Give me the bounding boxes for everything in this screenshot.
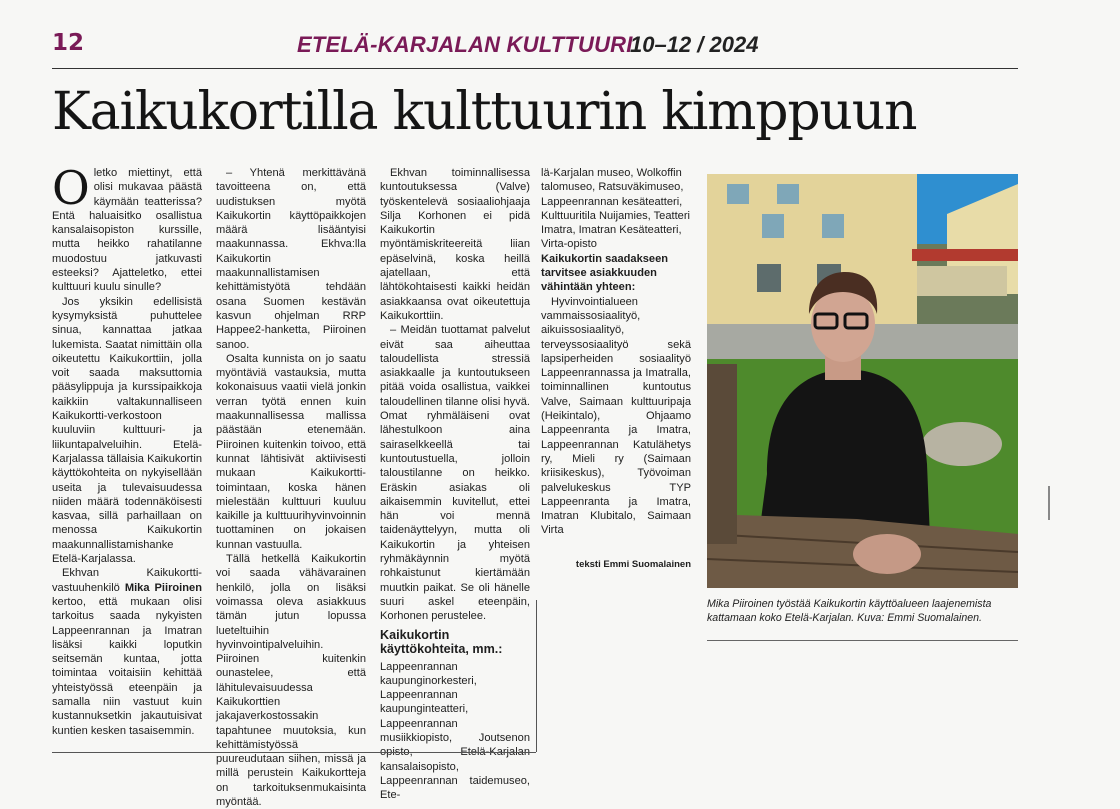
photo-illustration (707, 174, 1018, 588)
window (762, 214, 784, 238)
issue-date: 10–12 / 2024 (630, 32, 759, 57)
chair (707, 364, 737, 544)
person-name: Mika Piiroinen (124, 581, 202, 594)
window (727, 184, 749, 204)
window (757, 264, 781, 292)
paragraph: – Yhtenä merkittävänä tavoitteena on, että uudistuksen myötä Kaikukortin käyttöpaikkojen määrä lisääntyisi maakunnassa. Ekhva:lla Kaikukortin maakunnallistamisen kehittämistyötä tehdään osana Suomen kestävän kasvun ohjelman RRP Happee2-hanketta, Piiroinen sanoo. (216, 167, 366, 351)
publication-title: ETELÄ-KARJALAN KULTTUURI (297, 32, 633, 57)
column-2 (216, 166, 366, 809)
venues-subheading: Kaikukortin käyttökohteita, mm.: (380, 627, 503, 656)
paragraph: Jos yksikin edellisistä kysymyksistä puhuttelee sinua, kannattaa jatkaa lukemista. Saatat nimittäin olla oikeutettu Kaikukorttiin, jolla voit saada maksuttomia pääsylippuja ja kurssipaikkoja kaikkiin valtakunnalliseen Kaikukortti-verkostoon kuuluviin kulttuuri- ja liikuntapalveluihin. Etelä-Karjalassa tällaisia Kaikukortin käyttökohteita on nykyisellään useita ja tulevaisuudessa niiden määrä todennäköisesti kasvaa, sillä parhaillaan on menossa Kaikukortin maakunnallistamishanke Etelä-Karjalassa. (52, 295, 202, 566)
venues-list: Lappeenrannan kaupunginorkesteri, Lappeenrannan kaupunginteatteri, Lappeenrannan musiikkiopisto, Joutsenon opisto, Etelä-Karjalan kansalaisopisto, Lappeenrannan taidemuseo, Ete- (380, 660, 530, 802)
rock (922, 422, 1002, 466)
venues-list-continued: lä-Karjalan museo, Wolkoffin talomuseo, Ratsuväkimuseo, Lappeenrannan kesäteatteri, Kulttuuritila Nuijamies, Teatteri Imatra, Imatran Kesäteatteri, Virta-opisto (541, 167, 691, 251)
eligibility-subheading: Kaikukortin saadakseen tarvitsee asiakkuuden vähintään yhteen: (541, 252, 669, 294)
header-rule (52, 68, 1018, 69)
paragraph-intro (52, 161, 202, 295)
author-credit: teksti Emmi Suomalainen (575, 558, 691, 570)
paragraph: – Meidän tuottamat palvelut eivät saa aiheuttaa taloudellista stressiä asiakkaalle ja kuntoutukseen pitää voida osallistua, vaikkei taloudellinen tilanne olisi hyvä. Omat ryhmäläiseni ovat lähestulkoon aina sairaselkkeellä tai kuntoutustuella, jolloin taloustilanne on heikko. Eräskin asiakas oli aikaisemmin kuvitellut, ettei hän voi mennä taidenäyttelyyn, mutta oli Kaikukortin ja yhteisen ryhmäkäynnin myötä rohkaistunut kiertämään muutkin paikat. Se oli hänelle suuri askel eteenpäin, Korhonen perustelee. (380, 324, 530, 623)
eligibility-services: Hyvinvointialueen vammaissosiaalityö, aikuissosiaalityö, terveyssosiaalityö sekä lapsiperheiden sosiaalityö Lappeenrannassa ja Imatralla, toiminnallinen kuntoutus Valve, Saimaan kulttuuripaja (Heikintalo), Ohjaamo Lappeenranta ja Imatra, Lappeenrannan Katulähetys ry, Mieli ry (Saimaan kriisikeskus), Työvoiman palvelukeskus TYP Lappeenranta ja Imatra, Imatran Klubitalo, Saimaan Virta (541, 295, 691, 537)
paragraph: Ekhvan toiminnallisessa kuntoutuksessa (Valve) työskentelevä sosiaaliohjaaja Silja Korhonen ei pidä Kaikukortin myöntämiskriteereitä liian epäselvinä, koska heillä ajatellaan, että lähtökohtaisesti kaikki heidän asiakkaansa ovat oikeutettuja Kaikukorttiin. (380, 167, 530, 322)
page-number: 12 (52, 30, 85, 56)
article-headline: Kaikukortilla kulttuurin kimppuun (52, 82, 917, 142)
drop-cap: O (52, 161, 90, 215)
bottom-rule (52, 752, 536, 753)
page-margin-mark (1048, 486, 1050, 520)
hands (853, 534, 921, 574)
window (777, 184, 799, 204)
red-awning (912, 249, 1018, 261)
article-photo (707, 174, 1018, 588)
paragraph-text: Ekhvan Kaikukortti-vastuuhenkilö (52, 567, 202, 594)
paragraph-text: letko miettinyt, että olisi mukavaa päästä käymään teatterissa? Entä haluaisitko osallistua kansalaisopiston kurssille, mutta heikko rahatilanne muodostuu jatkuvasti esteeksi? Ajatteletko, ettei kulttuuri kuulu sinulle? (52, 167, 202, 294)
paragraph-piiroinen (52, 566, 202, 738)
shop-front (917, 266, 1007, 296)
window (822, 214, 844, 238)
column-3 (380, 166, 530, 802)
paragraph-text: kertoo, että mukaan olisi tarkoitus saada nykyisten Lappeenrannan ja Imatran lisäksi kaikki loputkin seitsemän kuntaa, jotta toimintaa voitaisiin kehittää yhteistyössä eteenpäin ja samalla niin vastuut kuin kustannuksetkin jakautuisivat kuntien kesken tasaisemmin. (52, 595, 202, 737)
paragraph: Tällä hetkellä Kaikukortin voi saada vähävarainen henkilö, jolla on lisäksi voimassa oleva asiakkuus tämän jutun lopussa lueteltuihin hyvinvointipalveluihin. Piiroinen kuitenkin ounastelee, että lähitulevaisuudessa Kaikukorttien jakajaverkostossakin tapahtunee muutoksia, kun kehittämistyössä puureudutaan siihen, missä ja millä perustein Kaikukortteja on tarkoituksenmukaisinta myöntää. (216, 553, 366, 809)
column-1 (52, 161, 202, 738)
column-divider (536, 600, 537, 752)
caption-rule (707, 640, 1018, 641)
paragraph: Osalta kunnista on jo saatu myöntäviä vastauksia, mutta kokonaisuus vaatii vielä jonkin verran työtä ennen kuin maakunnallisessa mallissa päästään etenemään. Piiroinen kuitenkin toivoo, että kunnat lähtisivät aktiivisesti mukaan Kaikukortti-toimintaan, koska hänen mielestään kulttuuri kuuluu kaikille ja kulttuurihyvinvoinnin tuottaminen on jokaisen kunnan vastuulla. (216, 352, 366, 551)
photo-caption: Mika Piiroinen työstää Kaikukortin käyttöalueen laajenemista kattamaan koko Etelä-Karjalan. Kuva: Emmi Suomalainen. (707, 598, 992, 624)
column-4 (541, 166, 691, 572)
